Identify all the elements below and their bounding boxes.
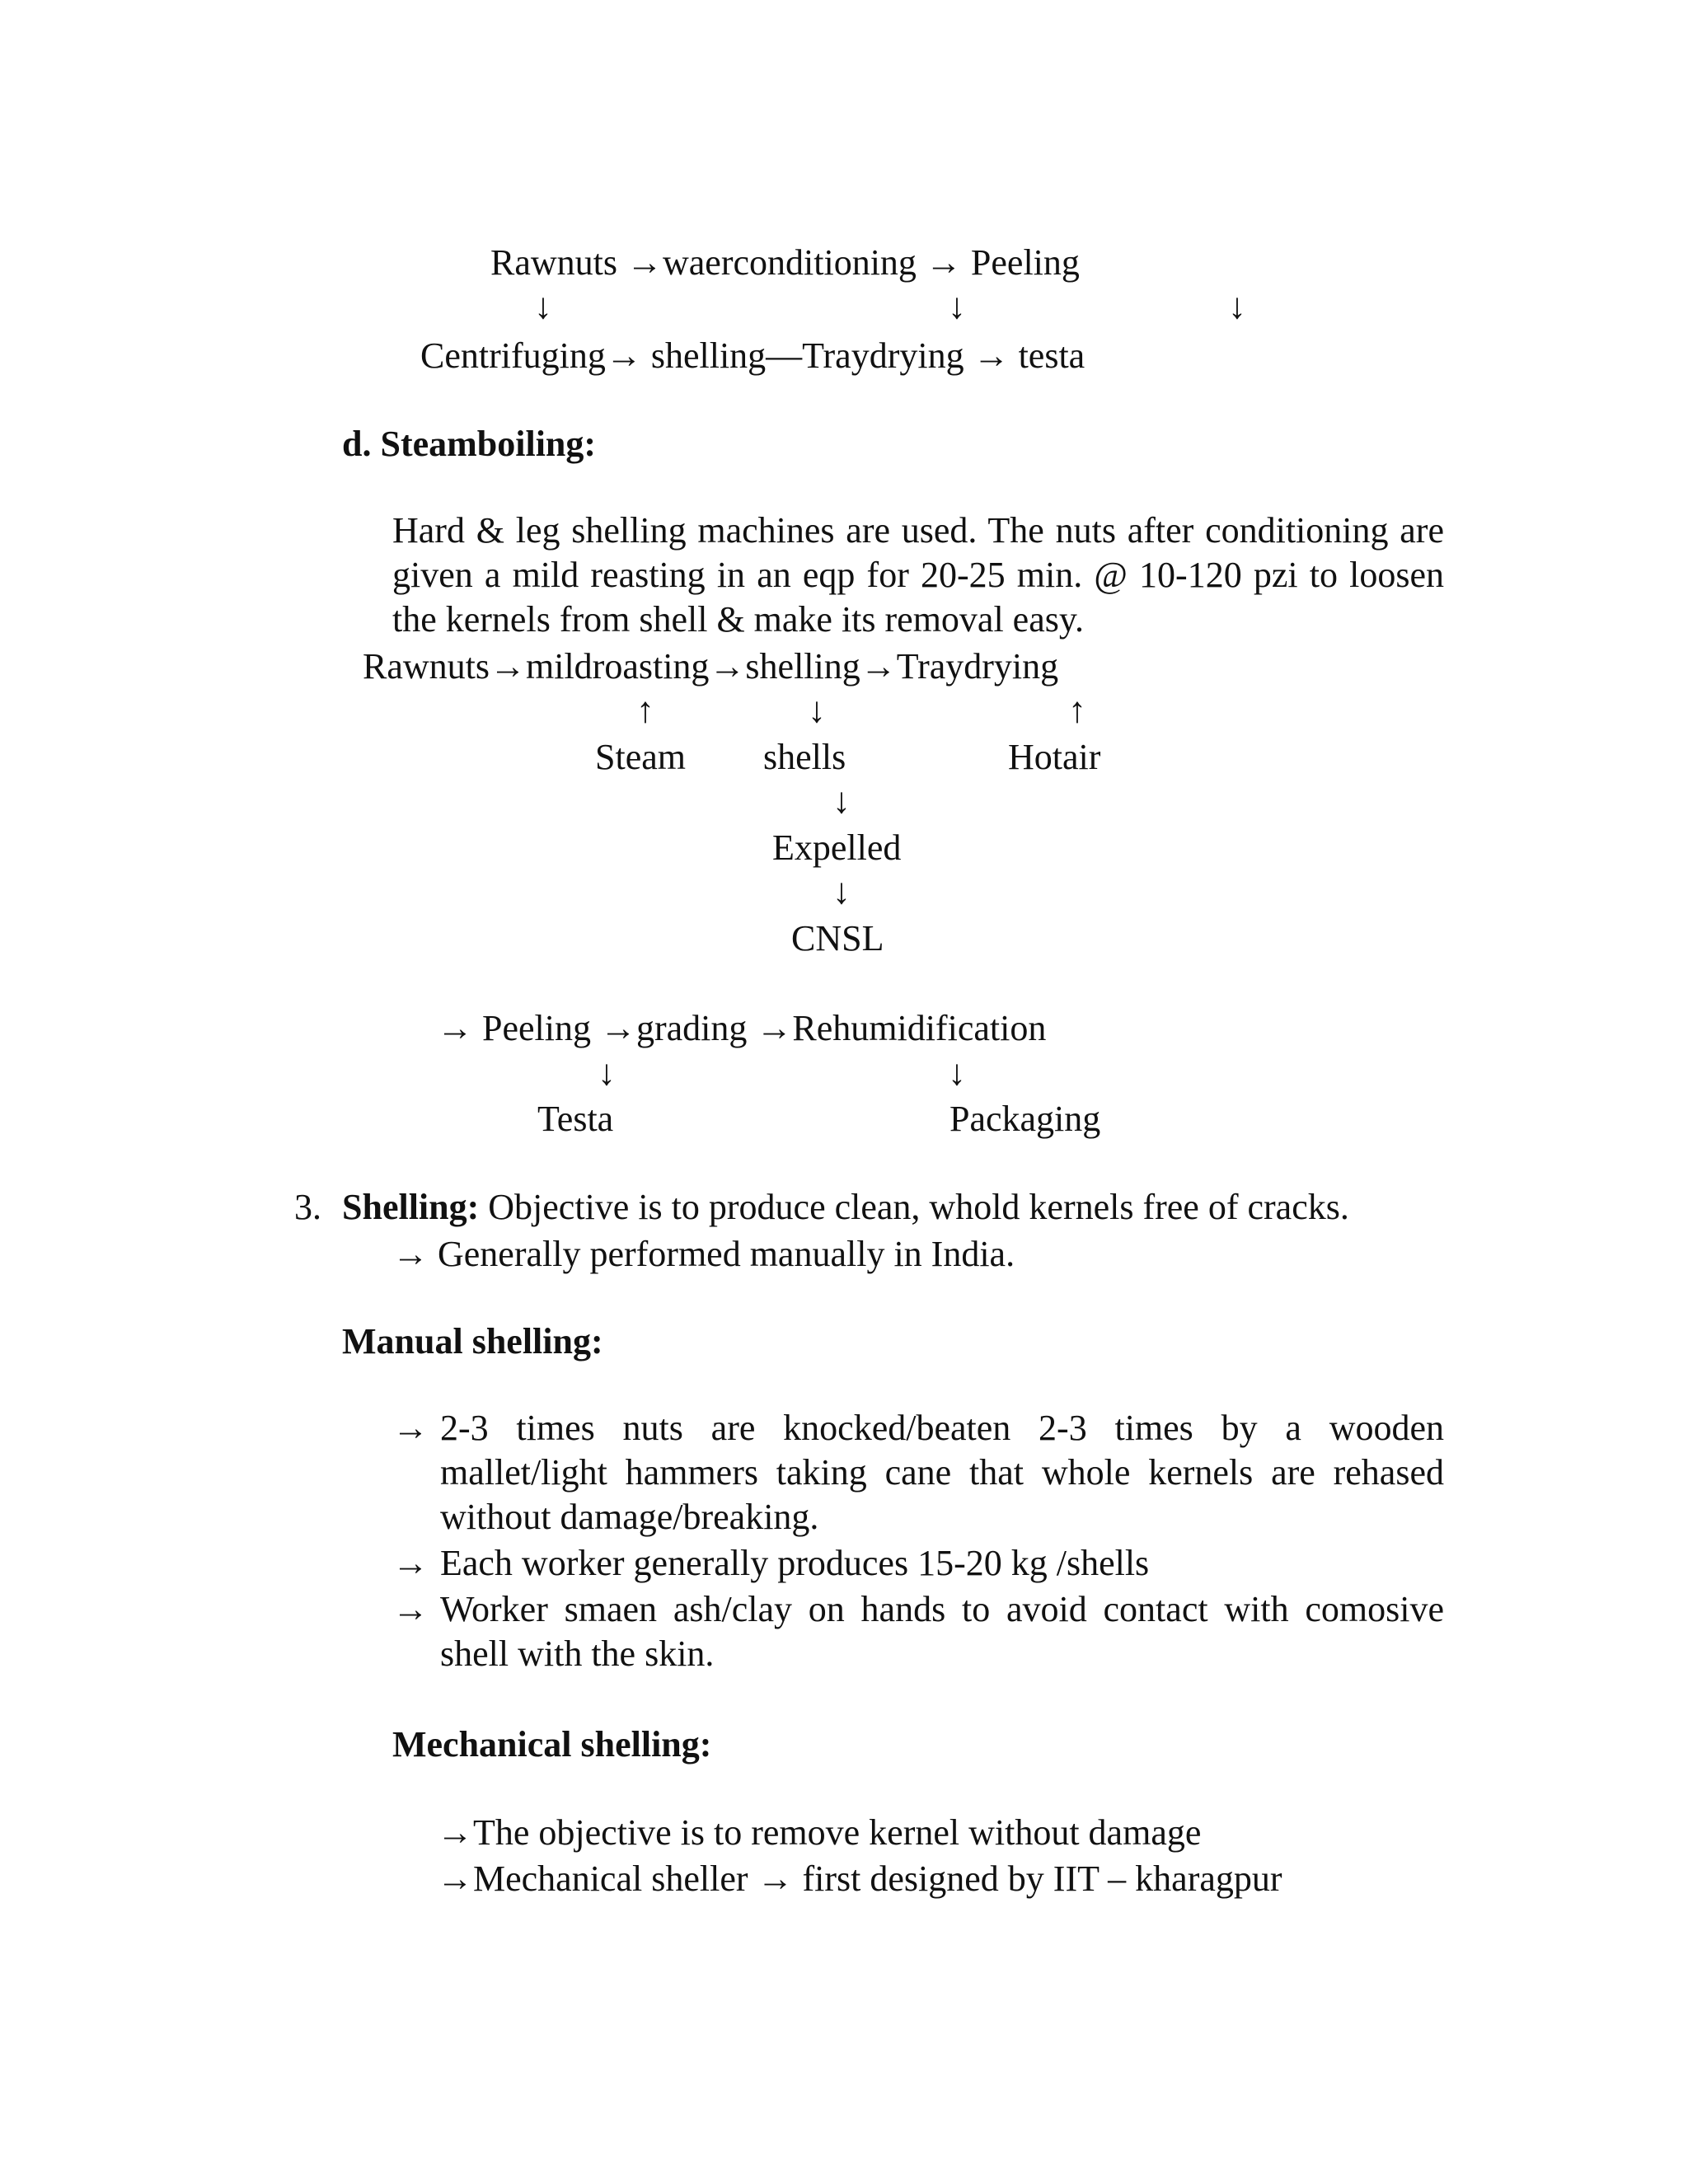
arrow-icon: → (392, 1589, 429, 1629)
section3-number: 3. (294, 1187, 321, 1227)
manual-item-1 (392, 1406, 1444, 1540)
flow1-down-arrow-2: ↓ (948, 286, 966, 326)
flow3-down-arrow-testa: ↓ (598, 1052, 616, 1093)
section3-line (342, 1189, 1349, 1226)
flow3-testa: Testa (537, 1099, 614, 1139)
flow2-down-arrow-expelled: ↓ (832, 780, 851, 821)
flow1-line2: Centrifuging→ shelling—Traydrying → testa (420, 335, 1085, 376)
flow1-down-arrow-3: ↓ (1228, 286, 1246, 326)
section3-text: Objective is to produce clean, whold kernels free of cracks. (479, 1187, 1349, 1227)
flow2-up-arrow-steam: ↑ (636, 690, 654, 730)
flow2-cnsl: CNSL (791, 918, 884, 958)
flow3-down-arrow-packaging: ↓ (948, 1052, 966, 1093)
manual-item-1-text: 2-3 times nuts are knocked/beaten 2-3 times by a wooden mallet/light hammers taking cane that whole kernels are rehased without damage/breaking. (440, 1408, 1444, 1537)
flow2-expelled: Expelled (772, 827, 902, 868)
arrow-icon: → (392, 1408, 429, 1448)
flow3-line1: → Peeling →grading →Rehumidification (437, 1008, 1047, 1048)
flow2-down-arrow-shells: ↓ (808, 690, 826, 730)
flow2-shells: shells (763, 737, 846, 777)
mechanical-shelling-heading: Mechanical shelling: (392, 1724, 712, 1765)
section3-note: → Generally performed manually in India. (392, 1234, 1015, 1274)
flow2-down-arrow-cnsl: ↓ (832, 871, 851, 912)
manual-item-3 (392, 1587, 1444, 1676)
manual-item-2 (392, 1541, 1444, 1586)
flow3-packaging: Packaging (950, 1099, 1101, 1139)
mechanical-item-1: →The objective is to remove kernel without damage (437, 1812, 1202, 1853)
flow1-line1: Rawnuts →waerconditioning → Peeling (490, 242, 1080, 283)
flow2-line1: Rawnuts→mildroasting→shelling→Traydrying (363, 646, 1059, 687)
arrow-icon: → (392, 1543, 429, 1583)
section-d-heading: d. Steamboiling: (342, 424, 597, 464)
manual-item-2-text: Each worker generally produces 15-20 kg /shells (440, 1543, 1150, 1583)
section3-heading: Shelling: (342, 1187, 480, 1227)
manual-item-3-text: Worker smaen ash/clay on hands to avoid contact with comosive shell with the skin. (440, 1589, 1444, 1674)
flow2-steam: Steam (595, 737, 686, 777)
flow1-down-arrow-1: ↓ (534, 286, 552, 326)
flow2-up-arrow-hotair: ↑ (1068, 690, 1086, 730)
manual-shelling-heading: Manual shelling: (342, 1321, 603, 1361)
section-d-paragraph: Hard & leg shelling machines are used. The nuts after conditioning are given a mild reasting in an eqp for 20-25 min. @ 10-120 pzi to loosen the kernels from shell & make its removal easy. (392, 510, 1444, 640)
flow2-hotair: Hotair (1008, 737, 1101, 777)
mechanical-item-2: →Mechanical sheller → first designed by IIT – kharagpur (437, 1858, 1282, 1899)
